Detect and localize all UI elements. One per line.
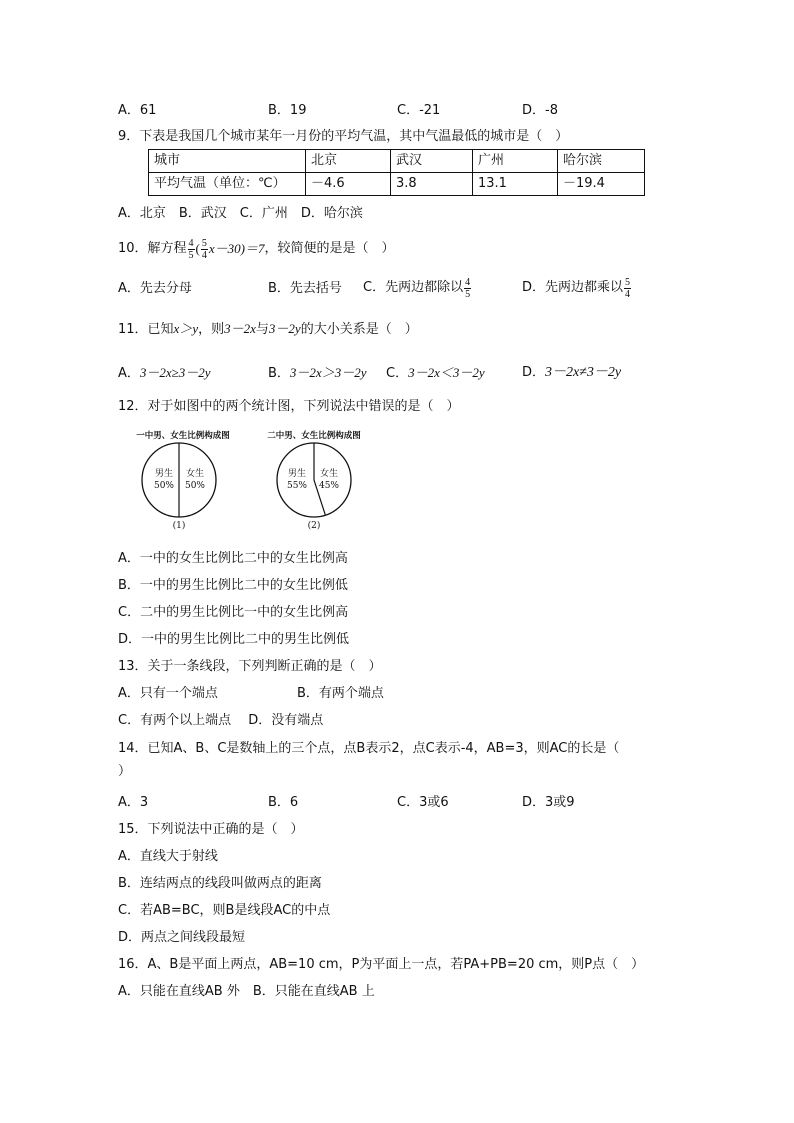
q12-option-c: C．二中的男生比例比一中的女生比例高 — [118, 605, 349, 620]
table-cell: －4.6 — [306, 173, 391, 196]
table-cell: 平均气温（单位：℃） — [149, 173, 306, 196]
q12-stem: 12．对于如图中的两个统计图，下列说法中错误的是（ ） — [118, 399, 460, 414]
q14-option-a: A．3 — [118, 795, 149, 810]
chart-caption: (1) — [172, 521, 186, 531]
q14-option-b: B．6 — [268, 795, 299, 810]
q15-option-c: C．若AB=BC，则B是线段AC的中点 — [118, 903, 331, 918]
q11-option-a: A．3－2x≥3－2y — [118, 365, 211, 381]
q16-stem: 16．A、B是平面上两点，AB=10 cm，P为平面上一点，若PA+PB=20 cm，则P点（ ） — [118, 957, 645, 972]
q12-option-d: D．一中的男生比例比二中的男生比例低 — [118, 632, 350, 647]
q13-stem: 13．关于一条线段，下列判断正确的是（ ） — [118, 659, 382, 674]
fraction: $\frac{5}{4}$ — [201, 237, 207, 261]
q11-stem: 11．已知x＞y，则3－2x与3－2y的大小关系是（ ） — [118, 321, 418, 337]
chart-title: 一中男、女生比例构成图 — [136, 431, 230, 441]
pie-value-boys: 50% — [153, 481, 175, 491]
pie-label-girls: 女生 — [185, 469, 205, 479]
temperature-table — [148, 149, 645, 196]
table-cell: 北京 — [306, 150, 391, 173]
q8-option-b: B．19 — [268, 103, 307, 118]
pie-chart-1 — [120, 428, 246, 532]
table-cell: 3.8 — [391, 173, 473, 196]
q15-option-a: A．直线大于射线 — [118, 849, 218, 864]
pie-chart-2 — [256, 428, 382, 532]
pie-label-boys: 男生 — [287, 469, 307, 479]
table-cell: 武汉 — [391, 150, 473, 173]
q13-option-b: B．有两个端点 — [297, 686, 384, 701]
q14-option-d: D．3或9 — [522, 795, 575, 810]
q10-label: 10．解方程 — [118, 241, 187, 256]
q14-option-c: C．3或6 — [397, 795, 449, 810]
pie-value-girls: 50% — [184, 481, 206, 491]
q10-option-c: C．先两边都除以 $\frac{4}{5}$ — [363, 276, 471, 300]
fraction: $\frac{5}{4}$ — [625, 276, 631, 300]
q11-option-c: C．3－2x＜3－2y — [386, 365, 485, 381]
fraction: $\frac{4}{5}$ — [465, 276, 471, 300]
q14-stem-cont: ） — [118, 764, 132, 779]
table-cell: 广州 — [473, 150, 558, 173]
q8-option-d: D．-8 — [522, 103, 558, 118]
q10-option-d: D．先两边都乘以 $\frac{5}{4}$ — [522, 276, 631, 300]
fraction: $\frac{4}{5}$ — [188, 237, 194, 261]
chart-caption: (2) — [307, 521, 321, 531]
q9-stem: 9．下表是我国几个城市某年一月份的平均气温，其中气温最低的城市是（ ） — [118, 129, 569, 144]
pie-label-boys: 男生 — [154, 469, 174, 479]
q15-option-b: B．连结两点的线段叫做两点的距离 — [118, 876, 322, 891]
pie-value-boys: 55% — [286, 481, 308, 491]
chart-title: 二中男、女生比例构成图 — [267, 431, 361, 441]
q15-stem: 15．下列说法中正确的是（ ） — [118, 822, 304, 837]
q13-option-cd: C．有两个以上端点 D．没有端点 — [118, 713, 324, 728]
table-cell: 13.1 — [473, 173, 558, 196]
table-cell: 哈尔滨 — [558, 150, 645, 173]
pie-value-girls: 45% — [318, 481, 340, 491]
q8-option-a: A．61 — [118, 103, 157, 118]
equation-tail: x－30)＝7 — [208, 241, 265, 256]
q16-options: A．只能在直线AB 外 B．只能在直线AB 上 — [118, 984, 375, 999]
q10-stem: 10．解方程 $\frac{4}{5}$ ( $\frac{5}{4}$ x－30)＝7 ，较简便的是是（ ） — [118, 237, 395, 261]
q13-option-a: A．只有一个端点 — [118, 686, 218, 701]
q11-option-d: D．3－2x≠3－2y — [522, 365, 622, 380]
table-cell: －19.4 — [558, 173, 645, 196]
q9-options: A．北京 B．武汉 C．广州 D．哈尔滨 — [118, 206, 363, 221]
q10-after: ，较简便的是是（ ） — [264, 241, 395, 256]
q10-option-a: A．先去分母 — [118, 281, 192, 296]
q14-stem: 14．已知A、B、C是数轴上的三个点，点B表示2，点C表示-4，AB=3，则AC的长是（ — [118, 741, 620, 756]
table-header-row — [149, 150, 645, 173]
q11-option-b: B．3－2x＞3－2y — [268, 365, 367, 381]
q12-option-b: B．一中的男生比例比二中的女生比例低 — [118, 578, 348, 593]
table-row — [149, 173, 645, 196]
q15-option-d: D．两点之间线段最短 — [118, 930, 246, 945]
q10-option-b: B．先去括号 — [268, 281, 342, 296]
table-cell: 城市 — [149, 150, 306, 173]
pie-label-girls: 女生 — [319, 469, 339, 479]
q12-option-a: A．一中的女生比例比二中的女生比例高 — [118, 551, 348, 566]
q8-option-c: C．-21 — [397, 103, 441, 118]
